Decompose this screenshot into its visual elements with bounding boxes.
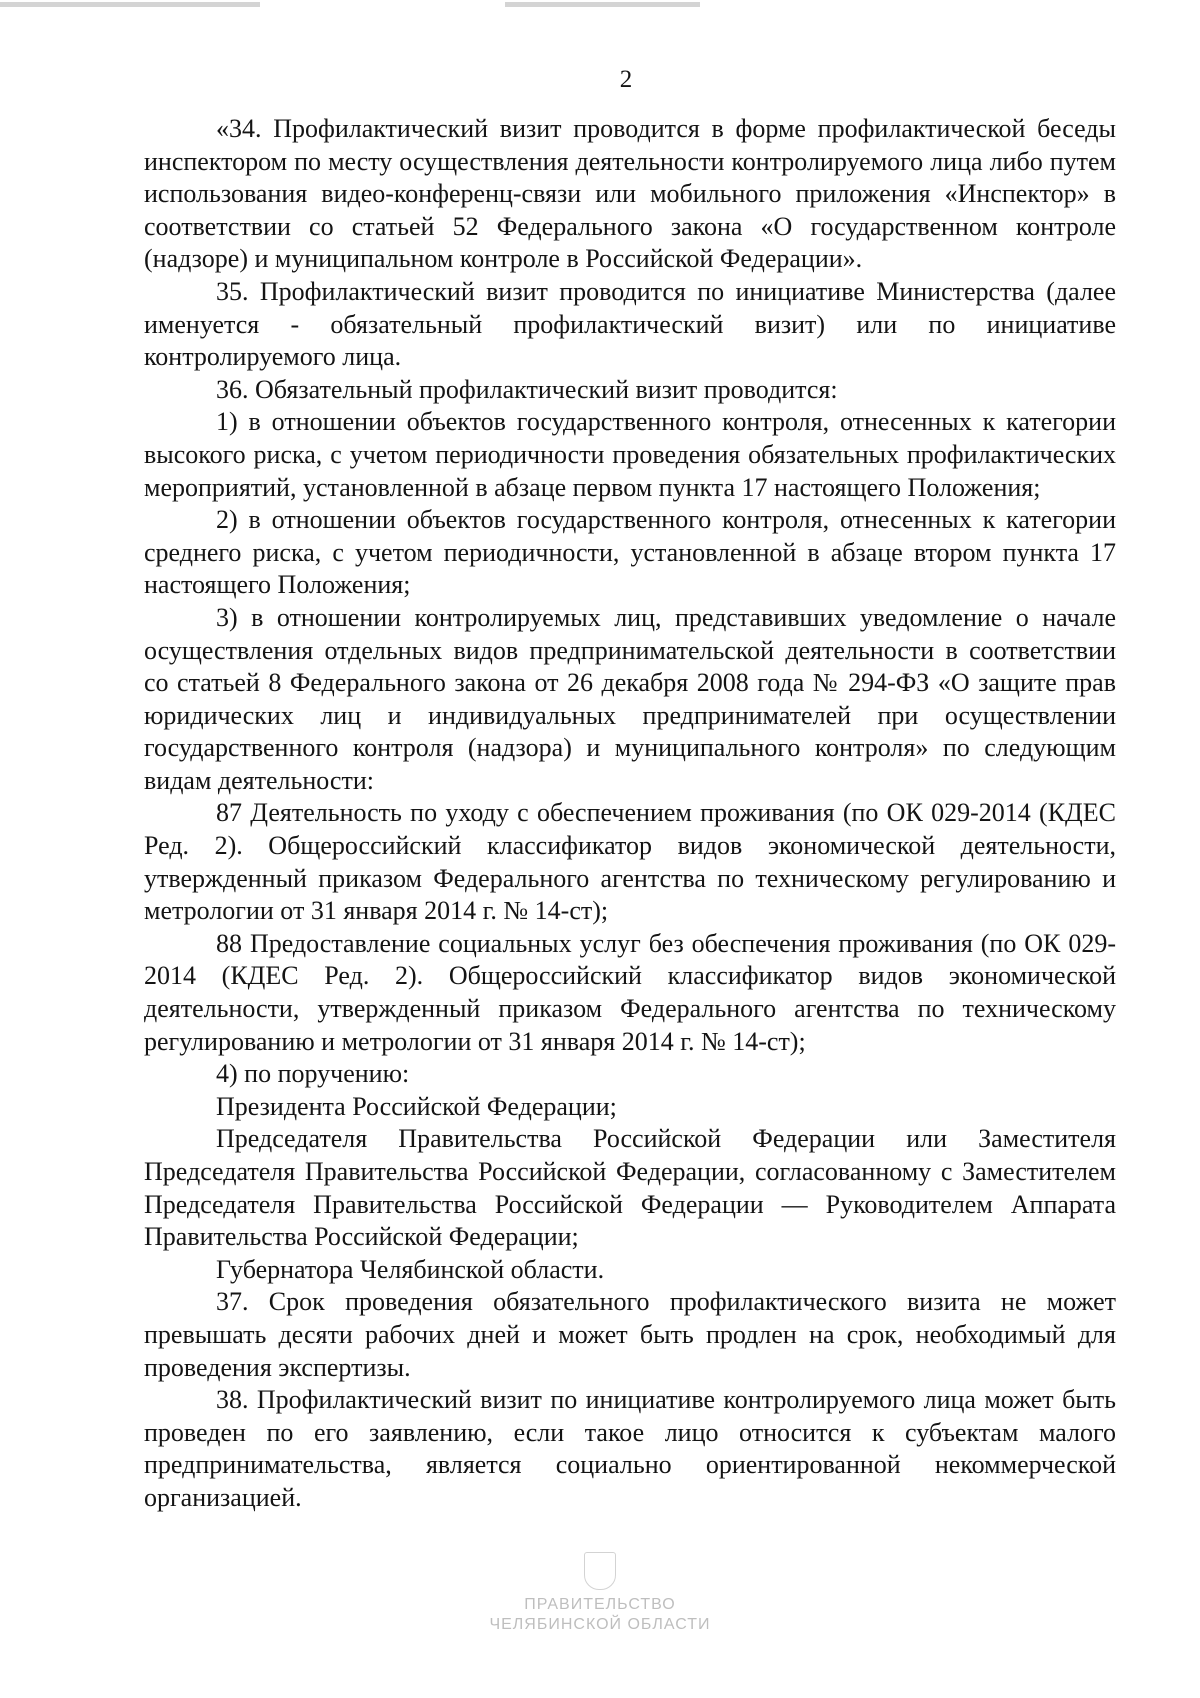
paragraph-37: 37. Срок проведения обязательного профилактического визита не может превышать десяти рабочих дней и может быть продлен на срок, необходимый для проведения экспертизы. <box>144 1287 1116 1382</box>
page-number: 2 <box>619 66 633 93</box>
scan-artifact <box>0 2 260 7</box>
document-body <box>144 113 1116 1515</box>
list-item-3: 3) в отношении контролируемых лиц, представивших уведомление о начале осуществления отдельных видов предпринимательской деятельности в соответствии со статьей 8 Федерального закона от 26 декабря 2008 года № 294-ФЗ «О защите прав юридических лиц и индивидуальных предпринимателей при осуществлении государственного контроля (надзора) и муниципального контроля» по следующим видам деятельности: <box>144 602 1116 795</box>
coat-of-arms-icon <box>584 1552 616 1590</box>
order-president: Президента Российской Федерации; <box>216 1091 617 1121</box>
government-seal <box>450 1552 750 1662</box>
list-item-4: 4) по поручению: <box>216 1059 410 1089</box>
paragraph-35: 35. Профилактический визит проводится по инициативе Министерства (далее именуется - обязательный профилактический визит) или по инициативе контролируемого лица. <box>144 276 1116 372</box>
activity-code-88: 88 Предоставление социальных услуг без обеспечения проживания (по ОК 029-2014 (КДЕС Ред. 2). Общероссийский классификатор видов экономической деятельности, утвержденный приказом Федерального агентства по техническому регулированию и метрологии от 31 января 2014 г. № 14-ст); <box>144 928 1116 1056</box>
paragraph-36: 36. Обязательный профилактический визит проводится: <box>216 374 838 404</box>
order-governor: Губернатора Челябинской области. <box>216 1254 605 1284</box>
order-government-chair: Председателя Правительства Российской Федерации или Заместителя Председателя Правительства Российской Федерации, согласованному с Заместителем Председателя Правительства Российской Федерации — Руководителем Аппарата Правительства Российской Федерации; <box>144 1124 1116 1252</box>
activity-code-87: 87 Деятельность по уходу с обеспечением проживания (по ОК 029-2014 (КДЕС Ред. 2). Общероссийский классификатор видов экономической деятельности, утвержденный приказом Федерального агентства по техническому регулированию и метрологии от 31 января 2014 г. № 14-ст); <box>144 798 1116 926</box>
paragraph-38: 38. Профилактический визит по инициативе контролируемого лица может быть проведен по его заявлению, если такое лицо относится к субъектам малого предпринимательства, является социально ориентированной некоммерческой организацией. <box>144 1385 1116 1512</box>
paragraph-34: «34. Профилактический визит проводится в форме профилактической беседы инспектором по месту осуществления деятельности контролируемого лица либо путем использования видео-конференц-связи или мобильного приложения «Инспектор» в соответствии со статьей 52 Федерального закона «О государственном контроле (надзоре) и муниципальном контроле в Российской Федерации». <box>144 114 1116 274</box>
list-item-2: 2) в отношении объектов государственного контроля, отнесенных к категории среднего риска, с учетом периодичности, установленной в абзаце втором пункта 17 настоящего Положения; <box>144 505 1116 600</box>
seal-line-1: ПРАВИТЕЛЬСТВО <box>524 1596 676 1613</box>
list-item-1: 1) в отношении объектов государственного контроля, отнесенных к категории высокого риска, с учетом периодичности проведения обязательных профилактических мероприятий, установленной в абзаце первом пункта 17 настоящего Положения; <box>144 407 1116 502</box>
scan-artifact <box>505 2 700 7</box>
seal-line-2: ЧЕЛЯБИНСКОЙ ОБЛАСТИ <box>489 1616 711 1633</box>
